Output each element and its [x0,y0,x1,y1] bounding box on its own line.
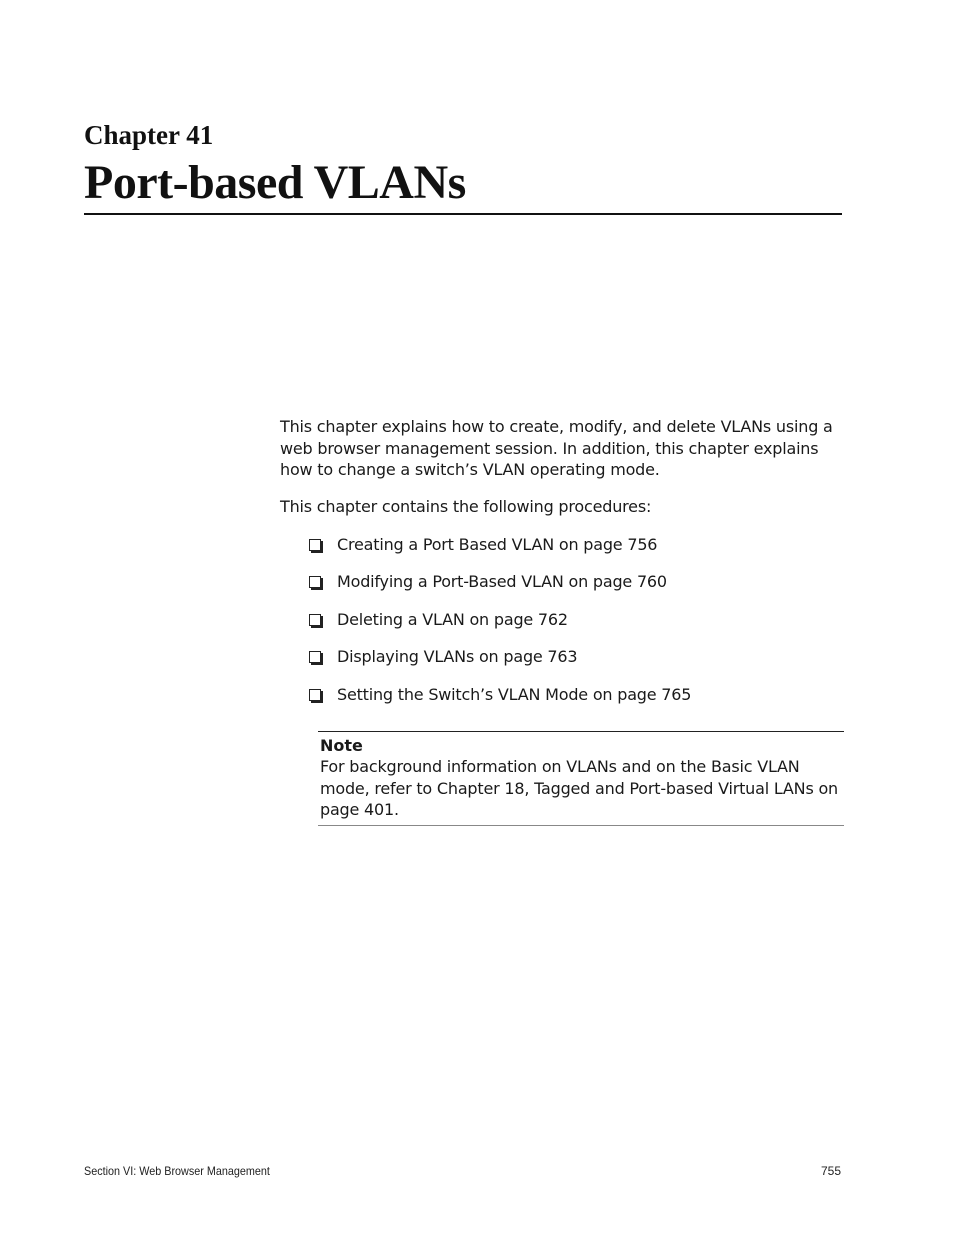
list-item [309,608,842,630]
checkbox-bullet-icon [309,614,321,626]
procedure-link[interactable]: Modifying a Port-Based VLAN on page 760 [337,572,667,591]
checkbox-bullet-icon [309,539,321,551]
chapter-label: Chapter 41 [84,120,214,150]
footer-section-title: Section VI: Web Browser Management [84,1164,270,1178]
checkbox-bullet-icon [309,689,321,701]
list-item [309,646,842,668]
list-item [309,571,842,593]
chapter-title: Port-based VLANs [84,156,466,209]
procedures-list [280,533,842,705]
note-text: For background information on VLANs and on the Basic VLAN mode, refer to Chapter 18, Tagged and Port-based Virtual LANs on page 401. [320,757,838,819]
checkbox-bullet-icon [309,576,321,588]
procedure-link[interactable]: Creating a Port Based VLAN on page 756 [337,534,658,554]
checkbox-bullet-icon [309,651,321,663]
title-divider [84,213,842,215]
intro-paragraph: This chapter explains how to create, modify, and delete VLANs using a web browser management session. In addition, this chapter explains how to change a switch’s VLAN operating mode. [280,417,833,479]
note-heading: Note [320,736,363,755]
procedure-link[interactable]: Deleting a VLAN on page 762 [337,609,568,629]
procedure-link[interactable]: Setting the Switch’s VLAN Mode on page 765 [337,684,692,704]
footer-page-number: 755 [820,1164,841,1178]
list-item [309,683,842,705]
list-item [309,533,842,555]
chapter-intro-content [280,416,842,721]
procedures-lead-paragraph: This chapter contains the following procedures: [280,496,652,516]
note-box [318,731,844,826]
procedure-link[interactable]: Displaying VLANs on page 763 [337,647,578,666]
